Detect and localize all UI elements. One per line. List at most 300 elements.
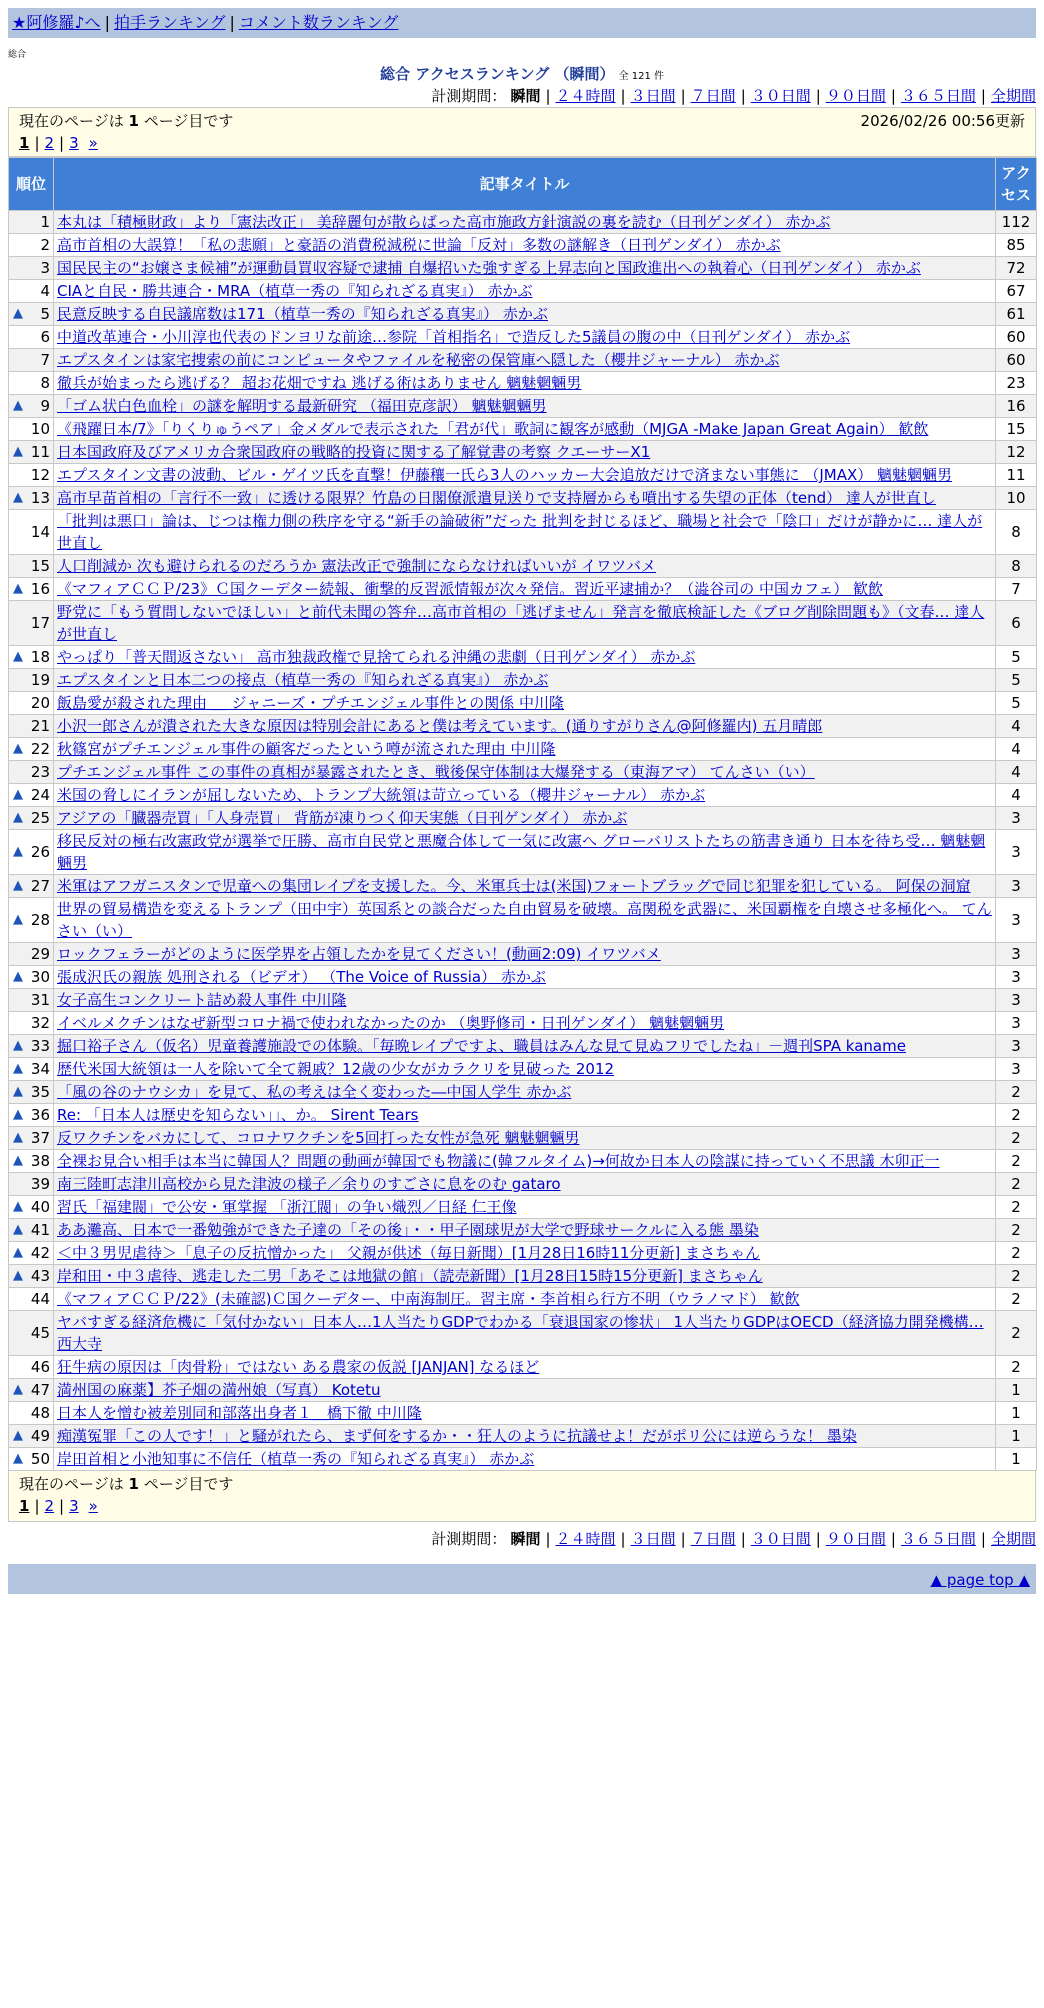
article-link[interactable]: Re: 「日本人は歴史を知らない」」、か。 Sirent Tears	[57, 1106, 419, 1124]
table-row	[9, 1265, 1037, 1288]
title-cell	[54, 1425, 996, 1448]
title-cell	[54, 395, 996, 418]
rank-cell	[9, 989, 54, 1012]
article-link[interactable]: 「ゴム状白色血栓」の謎を解明する最新研究 （福田克彦訳） 魑魅魍魎男	[57, 397, 547, 415]
access-count: 3	[996, 989, 1037, 1012]
period-90d-link[interactable]: ９０日間	[825, 1530, 886, 1548]
pager-top: 1 | 2 | 3 »	[19, 134, 98, 152]
article-link[interactable]: 国民民主の“お嬢さま候補”が運動員買収容疑で逮捕 自爆招いた強すぎる上昇志向と国政進出への執着心（日刊ゲンダイ） 赤かぶ	[57, 259, 921, 277]
article-link[interactable]: 高市早苗首相の「言行不一致」に透ける限界？竹島の日閣僚派遣見送りで支持層からも噴出する失望の正体（tend） 達人が世直し	[57, 489, 936, 507]
title-cell	[54, 692, 996, 715]
table-row	[9, 1058, 1037, 1081]
title-cell	[54, 738, 996, 761]
access-count: 2	[996, 1265, 1037, 1288]
rank-up-arrow-icon: ▲	[13, 844, 23, 859]
rank-number: 25	[30, 809, 50, 827]
article-link[interactable]: エプスタイン文書の波動、ビル・ゲイツ氏を直撃！伊藤穰一氏ら3人のハッカー大会追放だけで済まない事態に （JMAX） 魑魅魍魎男	[57, 466, 953, 484]
article-link[interactable]: 反ワクチンをバカにして、コロナワクチンを5回打った女性が急死 魑魅魍魎男	[57, 1129, 580, 1147]
rank-cell	[9, 280, 54, 303]
article-link[interactable]: 《飛躍日本/7》「りくりゅうペア」金メダルで表示された「君が代」歌詞に観客が感動（MJGA -Make Japan Great Again） 歓飲	[57, 420, 929, 438]
pager-page-3[interactable]: 3	[69, 1497, 79, 1515]
access-count: 3	[996, 807, 1037, 830]
title-cell	[54, 1196, 996, 1219]
table-row	[9, 1402, 1037, 1425]
comment-ranking-link[interactable]: コメント数ランキング	[238, 13, 399, 32]
page-top-link[interactable]: ▲ page top ▲	[930, 1571, 1030, 1589]
table-row	[9, 738, 1037, 761]
rank-cell	[9, 1242, 54, 1265]
article-link[interactable]: 民意反映する自民議席数は171（植草一秀の『知られざる真実』） 赤かぶ	[57, 305, 548, 323]
period-selector-top: 計測期間： 瞬間 | ２４時間 | ３日間 | ７日間 | ３０日間 | ９０日間 | ３６５日間 | 全期間	[431, 87, 1036, 105]
rank-cell	[9, 784, 54, 807]
rank-up-arrow-icon: ▲	[13, 741, 23, 756]
access-count: 60	[996, 349, 1037, 372]
rank-number: 23	[30, 763, 50, 781]
article-link[interactable]: ヤバすぎる経済危機に「気付かない」日本人…1人当たりGDPでわかる「衰退国家の惨状」 1人当たりGDPはOECD（経済協力開発機構… 西大寺	[57, 1313, 984, 1353]
rank-number: 30	[30, 968, 50, 986]
rank-cell	[9, 1081, 54, 1104]
rank-header: 順位	[9, 158, 54, 211]
period-label: 計測期間：	[431, 87, 507, 105]
rank-number: 5	[40, 305, 50, 323]
rank-number: 32	[30, 1014, 50, 1032]
pager-page-3[interactable]: 3	[69, 134, 79, 152]
access-count: 1	[996, 1425, 1037, 1448]
rank-cell	[9, 1127, 54, 1150]
rank-cell	[9, 1311, 54, 1356]
rank-up-arrow-icon: ▲	[13, 787, 23, 802]
rank-cell	[9, 646, 54, 669]
article-link[interactable]: 女子高生コンクリート詰め殺人事件 中川隆	[57, 991, 347, 1009]
access-count: 7	[996, 578, 1037, 601]
updated-timestamp: 2026/02/26 00:56更新	[860, 112, 1025, 130]
rank-cell	[9, 830, 54, 875]
rank-number: 19	[30, 671, 50, 689]
table-row	[9, 303, 1037, 326]
article-link[interactable]: 岸和田・中３虐待、逃走した二男「あそこは地獄の館」（読売新聞）[1月28日15時15分更新] まさちゃん	[57, 1267, 763, 1285]
rank-number: 22	[30, 740, 50, 758]
title-cell	[54, 1242, 996, 1265]
rank-cell	[9, 1425, 54, 1448]
title-cell	[54, 441, 996, 464]
access-count: 6	[996, 601, 1037, 646]
table-row	[9, 669, 1037, 692]
table-row	[9, 257, 1037, 280]
article-link[interactable]: 野党に「もう質問しないでほしい」と前代未聞の答弁…高市首相の「逃げません」発言を徹底検証した《ブログ削除問題も》（文春… 達人が世直し	[57, 603, 985, 643]
rank-cell	[9, 510, 54, 555]
table-row	[9, 601, 1037, 646]
rank-number: 44	[30, 1290, 50, 1308]
access-count: 2	[996, 1311, 1037, 1356]
table-row	[9, 1448, 1037, 1471]
rank-number: 39	[30, 1175, 50, 1193]
rank-number: 26	[30, 843, 50, 861]
rank-number: 47	[30, 1381, 50, 1399]
table-row	[9, 1035, 1037, 1058]
title-cell	[54, 943, 996, 966]
page-title	[8, 63, 1036, 85]
table-row	[9, 555, 1037, 578]
access-count: 2	[996, 1127, 1037, 1150]
period-selector-bottom: 計測期間： 瞬間 | ２４時間 | ３日間 | ７日間 | ３０日間 | ９０日間 | ３６５日間 | 全期間	[431, 1530, 1036, 1548]
title-cell	[54, 646, 996, 669]
title-cell	[54, 1311, 996, 1356]
rank-cell	[9, 234, 54, 257]
title-cell	[54, 807, 996, 830]
rank-number: 10	[30, 420, 50, 438]
title-cell	[54, 1448, 996, 1471]
title-cell	[54, 234, 996, 257]
rank-up-arrow-icon: ▲	[13, 1038, 23, 1053]
period-all-link[interactable]: 全期間	[990, 87, 1036, 105]
article-link[interactable]: イベルメクチンはなぜ新型コロナ禍で使われなかったのか （奥野修司・日刊ゲンダイ） 魑魅魍魎男	[57, 1014, 725, 1032]
rank-number: 17	[30, 614, 50, 632]
ranking-table	[8, 157, 1037, 1471]
title-cell	[54, 1058, 996, 1081]
title-cell	[54, 1012, 996, 1035]
rank-cell	[9, 1265, 54, 1288]
access-count: 23	[996, 372, 1037, 395]
title-cell	[54, 898, 996, 943]
table-row	[9, 1173, 1037, 1196]
article-link[interactable]: やっぱり「普天間返さない」 高市独裁政権で見捨てられる沖縄の悲劇（日刊ゲンダイ） 赤かぶ	[57, 648, 696, 666]
rank-cell	[9, 418, 54, 441]
article-link[interactable]: 中道改革連合・小川淳也代表のドンヨリな前途…参院「首相指名」で造反した5議員の腹の中（日刊ゲンダイ） 赤かぶ	[57, 328, 851, 346]
article-link[interactable]: 徹兵が始まったら逃げる？ 超お花畑ですね 逃げる術はありません 魑魅魍魎男	[57, 374, 582, 392]
access-count: 2	[996, 1356, 1037, 1379]
title-cell	[54, 784, 996, 807]
rank-cell	[9, 966, 54, 989]
rank-cell	[9, 601, 54, 646]
clap-ranking-link[interactable]: 拍手ランキング	[113, 13, 226, 32]
table-row	[9, 487, 1037, 510]
page	[8, 8, 1036, 1594]
period-365d-link[interactable]: ３６５日間	[900, 87, 976, 105]
access-count: 85	[996, 234, 1037, 257]
period-90d-link[interactable]: ９０日間	[825, 87, 886, 105]
access-count: 3	[996, 943, 1037, 966]
pager-next[interactable]: »	[88, 1497, 98, 1515]
article-link[interactable]: 痴漢冤罪「この人です！」と騒がれたら、まず何をするか・・狂人のように抗議せよ！だがポリ公には逆らうな！ 墨染	[57, 1427, 857, 1445]
article-link[interactable]: ＜中３男児虐待＞「息子の反抗憎かった」 父親が供述（毎日新聞）[1月28日16時11分更新] まさちゃん	[57, 1244, 761, 1262]
rank-cell	[9, 1356, 54, 1379]
table-row	[9, 441, 1037, 464]
article-link[interactable]: 米軍はアフガニスタンで児童への集団レイプを支援した。今、米軍兵士は(米国)フォートブラッグで同じ犯罪を犯している。 阿保の洞窟	[57, 877, 971, 895]
rank-cell	[9, 1379, 54, 1402]
access-count: 5	[996, 646, 1037, 669]
article-link[interactable]: ああ灘高、日本で一番勉強ができた子達の「その後」・・甲子園球児が大学で野球サークルに入る態 墨染	[57, 1221, 759, 1239]
article-link[interactable]: 歴代米国大統領は一人を除いて全て親戚？12歳の少女がカラクリを見破った 2012	[57, 1060, 615, 1078]
rank-number: 3	[40, 259, 50, 277]
rank-number: 43	[30, 1267, 50, 1285]
title-cell	[54, 510, 996, 555]
rank-cell	[9, 1150, 54, 1173]
rank-up-arrow-icon: ▲	[13, 1451, 23, 1466]
access-count: 3	[996, 1012, 1037, 1035]
rank-number: 24	[30, 786, 50, 804]
table-row	[9, 1150, 1037, 1173]
article-link[interactable]: 小沢一郎さんが潰された大きな原因は特別会計にあると僕は考えています。(通りすがりさん@阿修羅内) 五月晴郎	[57, 717, 823, 735]
access-count: 3	[996, 1058, 1037, 1081]
rank-number: 12	[30, 466, 50, 484]
table-row	[9, 1081, 1037, 1104]
table-row	[9, 211, 1037, 234]
rank-cell	[9, 943, 54, 966]
title-cell	[54, 1402, 996, 1425]
access-count: 2	[996, 1196, 1037, 1219]
rank-number: 20	[30, 694, 50, 712]
period-current: 瞬間	[510, 1530, 541, 1548]
title-cell	[54, 372, 996, 395]
rank-cell	[9, 372, 54, 395]
table-row	[9, 966, 1037, 989]
table-row	[9, 349, 1037, 372]
rank-up-arrow-icon: ▲	[13, 1199, 23, 1214]
rank-up-arrow-icon: ▲	[13, 649, 23, 664]
article-link[interactable]: エプスタインと日本二つの接点（植草一秀の『知られざる真実』） 赤かぶ	[57, 671, 549, 689]
access-count: 4	[996, 784, 1037, 807]
rank-cell	[9, 211, 54, 234]
period-3d-link[interactable]: ３日間	[630, 87, 676, 105]
article-link[interactable]: 《マフィアＣＣＰ/23》Ｃ国クーデター続報、衝撃的反習派情報が次々発信。習近平逮捕か？（澁谷司の 中国カフェ） 歓飲	[57, 580, 883, 598]
access-count: 4	[996, 738, 1037, 761]
table-row	[9, 1127, 1037, 1150]
table-row	[9, 989, 1037, 1012]
rank-number: 21	[30, 717, 50, 735]
pager-page-2[interactable]: 2	[44, 134, 55, 152]
access-count: 5	[996, 692, 1037, 715]
rank-number: 38	[30, 1152, 50, 1170]
period-365d-link[interactable]: ３６５日間	[900, 1530, 976, 1548]
title-cell	[54, 761, 996, 784]
current-page-text-bottom: 現在のページは 1 ページ目です	[19, 1475, 234, 1493]
pager-next[interactable]: »	[88, 134, 98, 152]
rank-up-arrow-icon: ▲	[13, 398, 23, 413]
title-cell	[54, 715, 996, 738]
table-row	[9, 1219, 1037, 1242]
article-link[interactable]: 狂牛病の原因は「肉骨粉」ではない ある農家の仮説 [JANJAN] なるほど	[57, 1358, 540, 1376]
rank-up-arrow-icon: ▲	[13, 1084, 23, 1099]
table-row	[9, 784, 1037, 807]
rank-up-arrow-icon: ▲	[13, 878, 23, 893]
period-7d-link[interactable]: ７日間	[690, 87, 736, 105]
title-cell	[54, 669, 996, 692]
rank-up-arrow-icon: ▲	[13, 1222, 23, 1237]
rank-up-arrow-icon: ▲	[13, 1061, 23, 1076]
table-row	[9, 395, 1037, 418]
article-link[interactable]: 人口削減か 次も避けられるのだろうか 憲法改正で強制にならなければいいが イワツバメ	[57, 557, 657, 575]
article-link[interactable]: プチエンジェル事件 この事件の真相が暴露されたとき、戦後保守体制は大爆発する（東海アマ） てんさい（い）	[57, 763, 815, 781]
ranking-rows	[9, 211, 1037, 1471]
page-info-top	[8, 107, 1036, 157]
rank-number: 34	[30, 1060, 50, 1078]
access-count: 10	[996, 487, 1037, 510]
table-row	[9, 1379, 1037, 1402]
rank-up-arrow-icon: ▲	[13, 490, 23, 505]
access-count: 5	[996, 669, 1037, 692]
access-count: 3	[996, 875, 1037, 898]
article-link[interactable]: 高市首相の大誤算！「私の悲願」と豪語の消費税減税に世論「反対」多数の謎解き（日刊ゲンダイ） 赤かぶ	[57, 236, 781, 254]
rank-cell	[9, 1448, 54, 1471]
article-link[interactable]: 「批判は悪口」論は、じつは権力側の秩序を守る“新手の論破術”だった 批判を封じるほど、職場と社会で「陰口」だけが静かに… 達人が世直し	[57, 512, 983, 552]
home-link[interactable]: ★阿修羅♪へ	[12, 13, 101, 32]
article-link[interactable]: 「風の谷のナウシカ」を見て、私の考えは全く変わった―中国人学生 赤かぶ	[57, 1083, 572, 1101]
table-row	[9, 1311, 1037, 1356]
article-link[interactable]: 満州国の麻薬】芥子畑の満州娘（写真） Kotetu	[57, 1381, 381, 1399]
access-count: 1	[996, 1379, 1037, 1402]
article-link[interactable]: 全裸お見合い相手は本当に韓国人？問題の動画が韓国でも物議に(韓フルタイム)→何故か日本人の陰謀に持っていく不思議 木卯正一	[57, 1152, 940, 1170]
access-count: 2	[996, 1242, 1037, 1265]
title-cell	[54, 1081, 996, 1104]
rank-number: 29	[30, 945, 50, 963]
title-cell	[54, 1173, 996, 1196]
access-count: 3	[996, 898, 1037, 943]
article-link[interactable]: 米国の脅しにイランが屈しないため、トランプ大統領は苛立っている（櫻井ジャーナル） 赤かぶ	[57, 786, 706, 804]
access-count: 15	[996, 418, 1037, 441]
pager-current: 1	[19, 134, 30, 152]
title-cell	[54, 211, 996, 234]
rank-number: 31	[30, 991, 50, 1009]
rank-number: 28	[30, 911, 50, 929]
access-count: 11	[996, 464, 1037, 487]
access-count: 61	[996, 303, 1037, 326]
title-cell	[54, 966, 996, 989]
period-7d-link[interactable]: ７日間	[690, 1530, 736, 1548]
access-count: 2	[996, 1173, 1037, 1196]
access-count: 1	[996, 1402, 1037, 1425]
access-count: 60	[996, 326, 1037, 349]
period-30d-link[interactable]: ３０日間	[750, 1530, 811, 1548]
rank-up-arrow-icon: ▲	[13, 581, 23, 596]
rank-cell	[9, 1288, 54, 1311]
article-link[interactable]: ロックフェラーがどのように医学界を占領したかを見てください！(動画2:09) イワツバメ	[57, 945, 661, 963]
rank-cell	[9, 441, 54, 464]
rank-number: 50	[30, 1450, 50, 1468]
title-cell	[54, 1288, 996, 1311]
period-3d-link[interactable]: ３日間	[630, 1530, 676, 1548]
period-30d-link[interactable]: ３０日間	[750, 87, 811, 105]
table-row	[9, 715, 1037, 738]
rank-cell	[9, 1402, 54, 1425]
period-24h-link[interactable]: ２４時間	[555, 87, 616, 105]
rank-cell	[9, 1104, 54, 1127]
rank-cell	[9, 1196, 54, 1219]
access-count: 12	[996, 441, 1037, 464]
access-count: 3	[996, 1035, 1037, 1058]
table-row	[9, 875, 1037, 898]
rank-cell	[9, 1012, 54, 1035]
article-link[interactable]: 世界の貿易構造を変えるトランプ（田中宇）英国系との談合だった自由貿易を破壊。高関税を武器に、米国覇権を自壊させ多極化へ。 てんさい（い）	[57, 900, 992, 940]
rank-cell	[9, 257, 54, 280]
article-link[interactable]: 移民反対の極右改憲政党が選挙で圧勝、高市自民党と悪魔合体して一気に改憲へ グローバリストたちの筋書き通り 日本を待ち受… 魑魅魍魎男	[57, 832, 986, 872]
article-link[interactable]: 本丸は「積極財政」より「憲法改正」 美辞麗句が散らばった高市施政方針演説の裏を読む（日刊ゲンダイ） 赤かぶ	[57, 213, 831, 231]
article-link[interactable]: 習氏「福建閥」で公安・軍掌握 「浙江閥」の争い熾烈／日経 仁王像	[57, 1198, 517, 1216]
pager-current: 1	[19, 1497, 30, 1515]
table-row	[9, 646, 1037, 669]
table-row	[9, 761, 1037, 784]
article-link[interactable]: CIAと自民・勝共連合・MRA（植草一秀の『知られざる真実』） 赤かぶ	[57, 282, 533, 300]
rank-number: 13	[30, 489, 50, 507]
rank-number: 18	[30, 648, 50, 666]
period-label: 計測期間：	[431, 1530, 507, 1548]
article-link[interactable]: 日本人を憎む被差別同和部落出身者１＿橋下徹 中川隆	[57, 1404, 422, 1422]
rank-number: 36	[30, 1106, 50, 1124]
pager-bottom: 1 | 2 | 3 »	[19, 1497, 98, 1515]
table-row	[9, 464, 1037, 487]
title-cell	[54, 989, 996, 1012]
nav-separator: |	[104, 13, 110, 32]
article-link[interactable]: 岸田首相と小池知事に不信任（植草一秀の『知られざる真実』） 赤かぶ	[57, 1450, 535, 1468]
rank-cell	[9, 487, 54, 510]
rank-up-arrow-icon: ▲	[13, 1268, 23, 1283]
rank-cell	[9, 555, 54, 578]
rank-up-arrow-icon: ▲	[13, 969, 23, 984]
period-all-link[interactable]: 全期間	[990, 1530, 1036, 1548]
title-cell	[54, 1035, 996, 1058]
total-count: 全 121 件	[618, 71, 664, 82]
table-row	[9, 510, 1037, 555]
article-link[interactable]: 掘口裕子さん（仮名）児童養護施設での体験。「毎晩レイプですよ、職員はみんな見て見ぬフリでしたね」－週刊SPA kaname	[57, 1037, 906, 1055]
access-count: 2	[996, 1288, 1037, 1311]
rank-up-arrow-icon: ▲	[13, 810, 23, 825]
access-count: 67	[996, 280, 1037, 303]
access-count: 3	[996, 966, 1037, 989]
rank-cell	[9, 1219, 54, 1242]
article-link[interactable]: 秋篠宮がプチエンジェル事件の顧客だったという噂が流された理由 中川隆	[57, 740, 556, 758]
article-link[interactable]: 張成沢氏の親族 処刑される（ビデオ） （The Voice of Russia） 赤かぶ	[57, 968, 546, 986]
rank-number: 11	[30, 443, 50, 461]
table-row	[9, 943, 1037, 966]
pager-page-2[interactable]: 2	[44, 1497, 55, 1515]
title-cell	[54, 1379, 996, 1402]
title-cell	[54, 1150, 996, 1173]
table-row	[9, 830, 1037, 875]
rank-number: 48	[30, 1404, 50, 1422]
table-row	[9, 1425, 1037, 1448]
article-link[interactable]: エプスタインは家宅捜索の前にコンピュータやファイルを秘密の保管庫へ隠した（櫻井ジャーナル） 赤かぶ	[57, 351, 780, 369]
article-link[interactable]: 南三陸町志津川高校から見た津波の様子／余りのすごさに息をのむ gataro	[57, 1175, 561, 1193]
article-link[interactable]: 飯島愛が殺された理由 ＿ ジャニーズ・プチエンジェル事件との関係 中川隆	[57, 694, 564, 712]
rank-number: 9	[40, 397, 50, 415]
table-row	[9, 1242, 1037, 1265]
rank-number: 15	[30, 557, 50, 575]
period-24h-link[interactable]: ２４時間	[555, 1530, 616, 1548]
title-cell	[54, 1356, 996, 1379]
table-row	[9, 280, 1037, 303]
rank-cell	[9, 715, 54, 738]
rank-number: 35	[30, 1083, 50, 1101]
article-link[interactable]: アジアの「臓器売買」「人身売買」 背筋が凍りつく仰天実態（日刊ゲンダイ） 赤かぶ	[57, 809, 628, 827]
rank-up-arrow-icon: ▲	[13, 306, 23, 321]
rank-up-arrow-icon: ▲	[13, 912, 23, 927]
article-link[interactable]: 日本国政府及びアメリカ合衆国政府の戦略的投資に関する了解覚書の考察 クエーサーX1	[57, 443, 651, 461]
title-cell	[54, 487, 996, 510]
title-cell	[54, 464, 996, 487]
access-count: 8	[996, 510, 1037, 555]
access-count: 2	[996, 1219, 1037, 1242]
title-header: 記事タイトル	[54, 158, 996, 211]
table-row	[9, 418, 1037, 441]
rank-up-arrow-icon: ▲	[13, 1428, 23, 1443]
article-link[interactable]: 《マフィアＣＣＰ/22》(未確認)Ｃ国クーデター、中南海制圧。習主席・李首相ら行方不明（ウラノマド） 歓飲	[57, 1290, 800, 1308]
rank-cell	[9, 692, 54, 715]
rank-cell	[9, 669, 54, 692]
rank-cell	[9, 1058, 54, 1081]
rank-up-arrow-icon: ▲	[13, 1153, 23, 1168]
rank-up-arrow-icon: ▲	[13, 1130, 23, 1145]
rank-up-arrow-icon: ▲	[13, 1245, 23, 1260]
title-cell	[54, 303, 996, 326]
